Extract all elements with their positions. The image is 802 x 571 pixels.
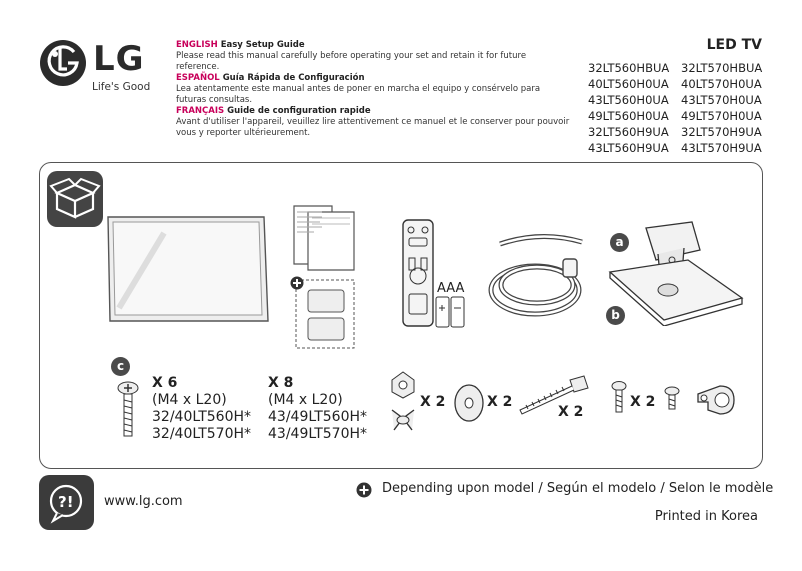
screw-icon xyxy=(116,380,140,438)
model-item: 32LT570H9UA xyxy=(681,125,762,139)
printed-in: Printed in Korea xyxy=(654,509,758,524)
model-list-col1 xyxy=(588,60,678,156)
washer-icon xyxy=(452,382,486,424)
model-list-col2 xyxy=(681,60,771,156)
screw-set-1-spec: (M4 x L20) xyxy=(152,392,227,408)
model-item: 32LT560HBUA xyxy=(588,61,670,75)
screw-set-1-model2: 32/40LT570H* xyxy=(152,426,252,442)
screw-set-2-qty: X 8 xyxy=(268,375,294,391)
brand-name: LG xyxy=(93,39,145,79)
cable-holder-icon xyxy=(694,380,738,420)
stand-base-icon xyxy=(604,258,746,326)
power-cord-icon xyxy=(485,245,585,320)
screw-set-2 xyxy=(268,375,367,443)
model-item: 43LT560H9UA xyxy=(588,141,669,155)
lang-spanish: ESPAÑOL xyxy=(176,73,220,83)
intro-text xyxy=(176,40,571,139)
model-item: 40LT560H0UA xyxy=(588,77,669,91)
screw-set-1-model1: 32/40LT560H* xyxy=(152,409,252,425)
small-screw-qty: X 2 xyxy=(630,394,656,410)
model-item: 49LT560H0UA xyxy=(588,109,669,123)
stand-label-b: b xyxy=(606,306,625,325)
screw-set-1 xyxy=(152,375,251,443)
screw-set-2-model1: 43/49LT560H* xyxy=(268,409,368,425)
lang-french: FRANÇAIS xyxy=(176,106,225,116)
stand-label-a: a xyxy=(610,233,629,252)
title-spanish: Guía Rápida de Configuración xyxy=(222,73,365,83)
lg-face-icon xyxy=(38,38,88,88)
bolt-qty: X 2 xyxy=(558,404,584,420)
product-title: LED TV xyxy=(706,37,762,53)
model-item: 43LT570H0UA xyxy=(681,93,762,107)
title-french: Guide de configuration rapide xyxy=(227,106,371,116)
text-french: Avant d'utiliser l'appareil, veuillez lire attentivement ce manuel et le conserver pour pouvoir vous y reporter ultérieurement. xyxy=(176,117,570,138)
model-item: 43LT570H9UA xyxy=(681,141,762,155)
model-note: Depending upon model / Según el modelo / Selon le modèle xyxy=(382,481,774,496)
washer-qty: X 2 xyxy=(487,394,513,410)
nut-icon xyxy=(388,370,418,436)
model-item: 32LT570HBUA xyxy=(681,61,763,75)
model-item: 32LT560H9UA xyxy=(588,125,669,139)
manuals-illustration xyxy=(292,202,358,272)
model-item: 43LT560H0UA xyxy=(588,93,669,107)
screws-label-c: c xyxy=(111,357,130,376)
brand-tagline: Life's Good xyxy=(92,81,151,93)
model-item: 40LT570H0UA xyxy=(681,77,762,91)
plus-icon xyxy=(356,482,372,498)
model-item: 49LT570H0UA xyxy=(681,109,762,123)
website-link[interactable]: www.lg.com xyxy=(104,494,183,509)
package-box-icon xyxy=(47,171,103,227)
nut-qty: X 2 xyxy=(420,394,446,410)
svg-text:?!: ?! xyxy=(58,493,74,511)
screw-set-1-qty: X 6 xyxy=(152,375,178,391)
small-screw-icon xyxy=(610,380,628,414)
lg-logo xyxy=(38,38,150,94)
battery-label: AAA xyxy=(437,281,465,296)
title-english: Easy Setup Guide xyxy=(220,40,305,50)
short-screw-icon xyxy=(664,386,680,412)
help-icon xyxy=(39,475,94,530)
screw-set-2-model2: 43/49LT570H* xyxy=(268,426,368,442)
battery-icon xyxy=(434,295,466,329)
plus-icon xyxy=(290,276,304,290)
text-english: Please read this manual carefully before operating your set and retain it for future reference. xyxy=(176,51,527,72)
text-spanish: Lea atentamente este manual antes de poner en marcha el equipo y consérvelo para futuras consultas. xyxy=(176,84,541,105)
lang-english: ENGLISH xyxy=(176,40,218,50)
screw-set-2-spec: (M4 x L20) xyxy=(268,392,343,408)
remote-control-icon xyxy=(401,218,435,328)
tv-illustration xyxy=(104,213,270,325)
